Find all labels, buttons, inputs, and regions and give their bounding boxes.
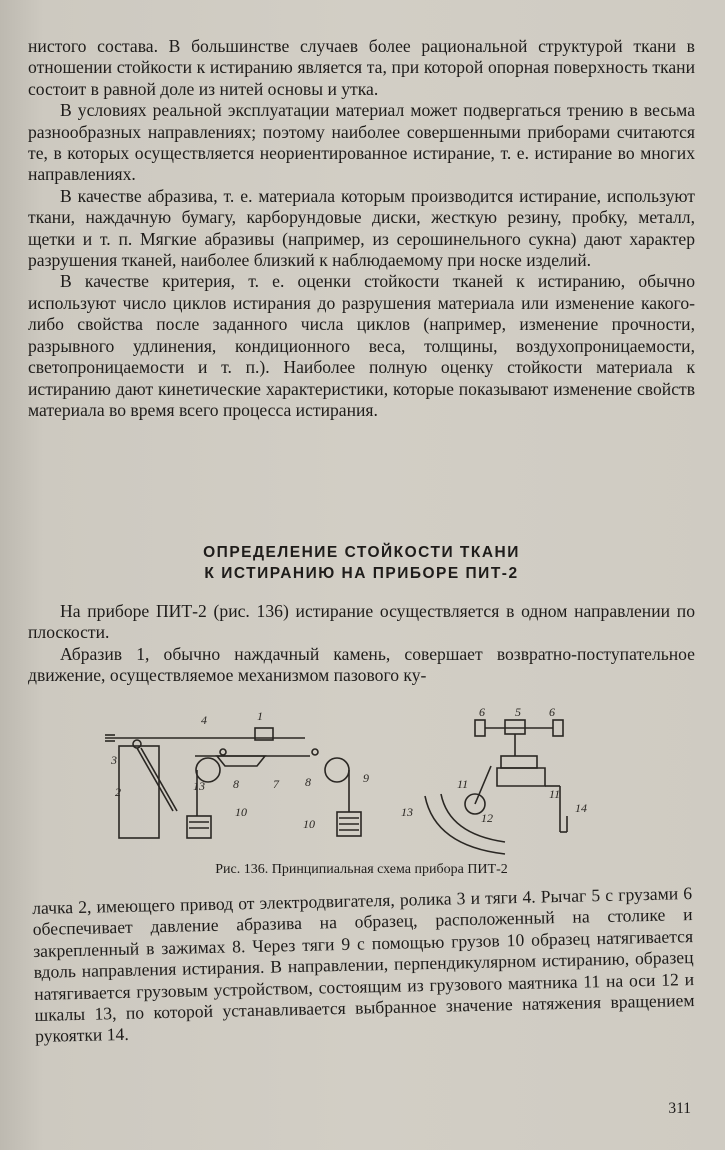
section-heading (28, 542, 695, 584)
label-13-left: 13 (193, 779, 205, 793)
label-6-right: 6 (549, 706, 555, 719)
label-14: 14 (575, 801, 587, 815)
bottom-text-block (32, 883, 695, 1048)
weight-6-left (475, 720, 485, 736)
heading-line-1: ОПРЕДЕЛЕНИЕ СТОЙКОСТИ ТКАНИ (203, 544, 520, 561)
cam-2 (119, 746, 159, 838)
paragraph-abrasive: В качестве абразива, т. е. материала которым производится истирание, используют ткани, наждачную бумагу, карборундовые диски, жесткую резину, пробку, металл, щетки и т. п. Мягкие абразивы (например, из серошинельного сукна) дают характер разрушения тканей, наиболее близкий к наблюдаемому при носке изделий. (28, 185, 695, 271)
label-5: 5 (515, 706, 521, 719)
label-10-left: 10 (235, 805, 247, 819)
paragraph-mechanism: лачка 2, имеющего привод от электродвигателя, ролика 3 и тяги 4. Рычаг 5 с грузами 6 обеспечивает давление абразива на образец, расположенный на столике и закрепленный в зажимах 8. Через тяги 9 с помощью грузов 10 образец натягивается вдоль направления истирания. В направлении, перпендикулярном истиранию, образец натягивается грузовым устройством, состоящим из грузового маятника 11 на оси 12 и шкалы 13, по которой устанавливается выбранное значение натяжения вращением рукоятки 14. (32, 883, 695, 1047)
label-7: 7 (273, 777, 279, 791)
label-11-right: 11 (549, 787, 561, 801)
weight-10-left (187, 816, 211, 838)
table-7 (217, 756, 265, 766)
paragraph-abrasive-motion: Абразив 1, обычно наждачный камень, совершает возвратно-поступательное движение, осуществляемое механизмом пазового ку- (28, 643, 695, 686)
mid-text-block (28, 601, 695, 687)
label-2: 2 (115, 785, 121, 799)
label-8-left: 8 (233, 777, 239, 791)
heading-line-2: К ИСТИРАНИЮ НА ПРИБОРЕ ПИТ-2 (204, 565, 519, 582)
label-12: 12 (481, 811, 493, 825)
schematic-figure (105, 706, 605, 856)
label-3: 3 (111, 753, 117, 767)
label-1: 1 (257, 709, 263, 723)
paragraph-criterion: В качестве критерия, т. е. оценки стойкости тканей к истиранию, обычно используют число циклов истирания до разрушения материала или изменение какого-либо свойства после заданного числа циклов (например, изменение прочности, разрывного удлинения, кондиционного веса, толщины, воздухопроницаемости, светопроницаемости и т. п.). Наиболее полную оценку стойкости материала к истиранию дают кинетические характеристики, которые показывают изменение свойств материала во время всего процесса истирания. (28, 271, 695, 420)
paragraph-pit2-intro: На приборе ПИТ-2 (рис. 136) истирание осуществляется в одном направлении по плоскости. (28, 601, 695, 643)
label-4: 4 (201, 713, 207, 727)
label-10-right: 10 (303, 817, 315, 831)
page-number: 311 (668, 1100, 691, 1117)
label-13-right: 13 (401, 805, 413, 819)
label-8-right: 8 (305, 775, 311, 789)
label-11-left: 11 (457, 777, 469, 791)
top-text-block (28, 36, 695, 421)
weight-6-right (553, 720, 563, 736)
label-6-left: 6 (479, 706, 485, 719)
label-9: 9 (363, 771, 369, 785)
paragraph-friction-directions: В условиях реальной эксплуатации материал может подвергаться трению в весьма разнообразных направлениях; поэтому наиболее совершенными приборами считаются те, в которых осуществляется неориентированное истирание, т. е. истирание во многих направлениях. (28, 100, 695, 185)
paragraph-continued: нистого состава. В большинстве случаев более рациональной структурой ткани в отношении стойкости к истиранию является та, при которой опорная поверхность ткани состоит в равной доле из нитей основы и утка. (28, 36, 695, 99)
figure-caption: Рис. 136. Принципиальная схема прибора ПИТ-2 (215, 862, 508, 877)
